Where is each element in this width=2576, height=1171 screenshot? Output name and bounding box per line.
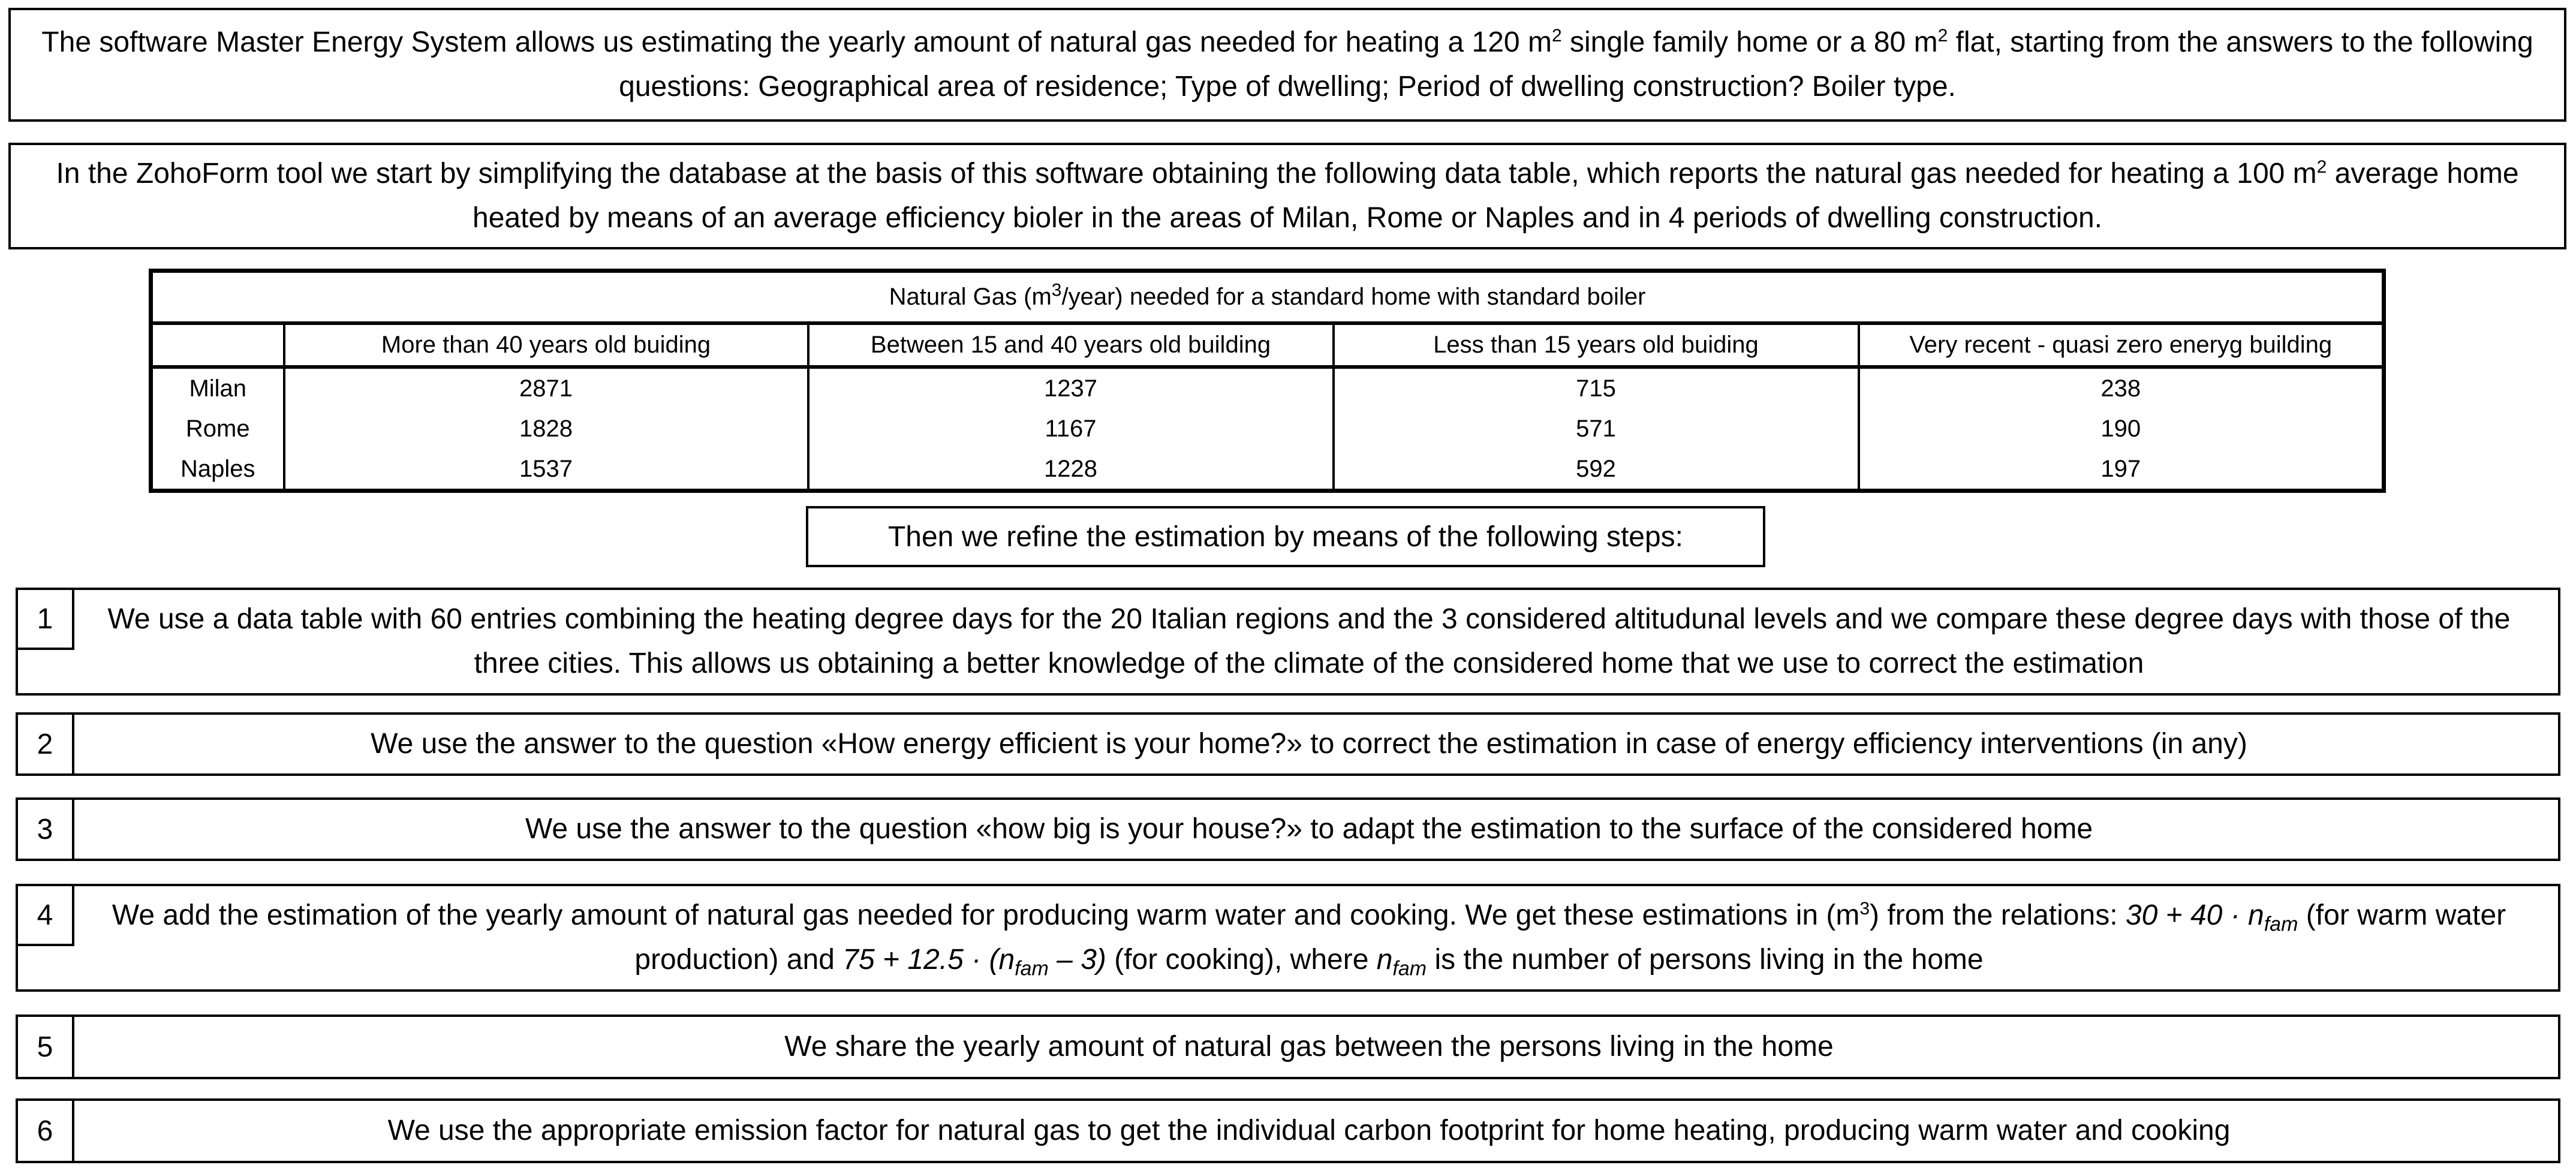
step-2 — [16, 712, 2560, 776]
table-title: Natural Gas $(m^3/year)$ needed for a standard home with standard boiler — [151, 271, 2384, 323]
table-cell: 1828 — [284, 408, 808, 448]
step-text: We use the answer to the question «How energy efficient is your home?» to correct the estimation in case of energy efficiency interventions (in any) — [371, 728, 2247, 760]
step-text: We use the answer to the question «how big is your house?» to adapt the estimation to the surface of the considered home — [525, 813, 2093, 845]
table-cell: 715 — [1334, 367, 1859, 409]
table-cell: 1537 — [284, 448, 808, 490]
row-city: Naples — [180, 455, 255, 482]
table-row — [151, 448, 2384, 490]
step-number: 6 — [16, 1098, 74, 1163]
table-cell: 197 — [1859, 448, 2384, 490]
corner-cell — [151, 323, 284, 367]
step-text: We use a data table with 60 entries combining the heating degree days for the 20 Italian regions and the 3 considered altitudunal levels and we compare these degree days with those of the three cities. This allows us obtaining a better knowledge of the climate of the considered home that we use to correct the estimation — [107, 603, 2511, 679]
table-header-row — [151, 323, 2384, 367]
step-number: 5 — [16, 1015, 74, 1079]
intro-text-1: The software Master Energy System allows us estimating the yearly amount of natural gas needed for heating a 120 $m^2$ single family home or a 80 $m^2$ flat, starting from the answers to the following questions: Geographical area of residence; Type of dwelling; Period of dwelling construction? Boiler type. — [41, 26, 2533, 103]
table-row — [151, 408, 2384, 448]
step-5 — [16, 1015, 2560, 1079]
step-3 — [16, 797, 2560, 861]
table-title-row — [151, 271, 2384, 323]
step-text: We add the estimation of the yearly amount of natural gas needed for producing warm water and cooking. We get these estimations in $(m^3)$ from the relations: $30 + 40 \cdot n_{fam}$ (for warm water production) and $75 + 12.5 \cdot (n_{fam} - 3)$ (for cooking), where $n_{fam}$ is the number of persons living in the home — [112, 899, 2506, 980]
refine-label-box — [806, 506, 1765, 567]
row-city: Milan — [189, 375, 247, 402]
step-text: We share the yearly amount of natural gas between the persons living in the home — [784, 1031, 1834, 1062]
step-number: 4 — [16, 884, 74, 946]
table-row — [151, 367, 2384, 409]
step-6 — [16, 1098, 2560, 1163]
column-header: More than 40 years old buiding — [284, 323, 808, 367]
column-header: Less than 15 years old buiding — [1334, 323, 1859, 367]
step-number: 3 — [16, 797, 74, 861]
step-4 — [16, 884, 2560, 992]
intro-box-1 — [8, 8, 2566, 122]
step-1 — [16, 588, 2560, 696]
intro-text-2: In the ZohoForm tool we start by simplifying the database at the basis of this software obtaining the following data table, which reports the natural gas needed for heating a 100 $m^2$ average home heated by means of an average efficiency bioler in the areas of Milan, Rome or Naples and in 4 periods of dwelling construction. — [56, 157, 2519, 234]
table-cell: 2871 — [284, 367, 808, 409]
step-number: 1 — [16, 588, 74, 650]
intro-box-2 — [8, 143, 2566, 249]
table-cell: 571 — [1334, 408, 1859, 448]
row-city: Rome — [185, 415, 250, 442]
step-text: We use the appropriate emission factor for natural gas to get the individual carbon footprint for home heating, producing warm water and cooking — [387, 1115, 2231, 1146]
column-header: Very recent - quasi zero eneryg building — [1859, 323, 2384, 367]
step-number: 2 — [16, 712, 74, 776]
column-header: Between 15 and 40 years old building — [808, 323, 1334, 367]
table-cell: 1237 — [808, 367, 1334, 409]
table-cell: 1167 — [808, 408, 1334, 448]
refine-label: Then we refine the estimation by means of the following steps: — [887, 520, 1684, 553]
natural-gas-table — [149, 269, 2386, 493]
table-cell: 1228 — [808, 448, 1334, 490]
table-cell: 190 — [1859, 408, 2384, 448]
table-cell: 592 — [1334, 448, 1859, 490]
table-cell: 238 — [1859, 367, 2384, 409]
